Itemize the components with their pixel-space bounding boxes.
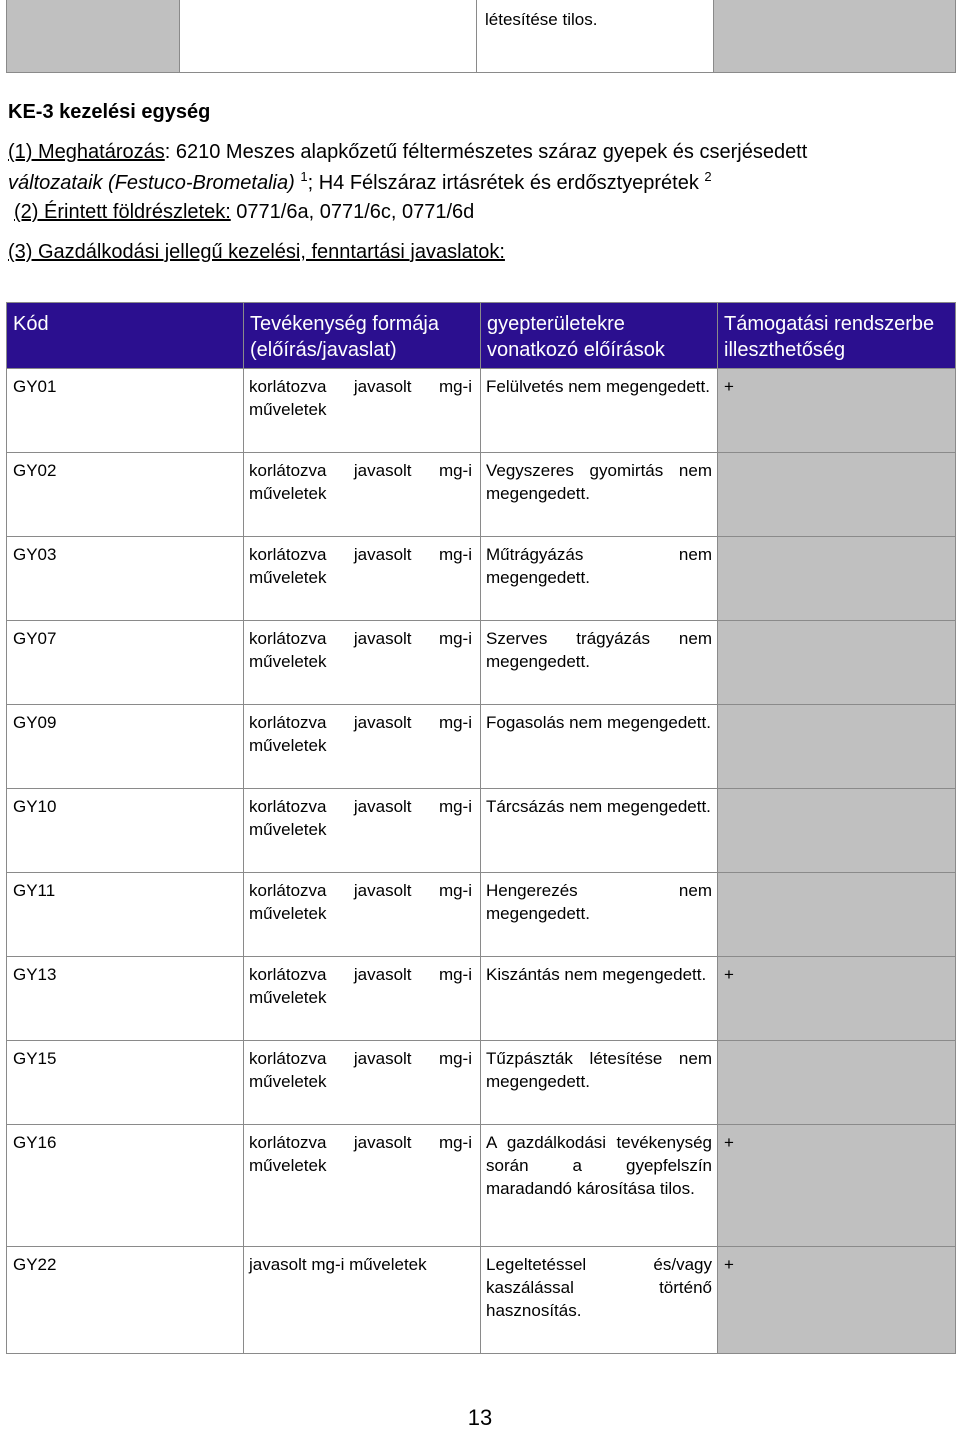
footnote-ref: 1 [300,169,308,184]
row-rule: Tűzpászták létesítése nem megengedett. [481,1041,718,1125]
row-rule: Műtrágyázás nem megengedett. [481,537,718,621]
definition-label: (1) Meghatározás [8,141,165,163]
row-code: GY02 [7,453,244,537]
row-code: GY13 [7,957,244,1041]
parcels-label: (2) Érintett földrészletek: [14,201,231,223]
definition-text: : 6210 Meszes alapkőzetű féltermészetes száraz gyepek és cserjésedett [164,141,808,163]
row-rule: A gazdálkodási tevékenység során a gyepfelszín maradandó károsítása tilos. [481,1125,718,1247]
row-activity: korlátozva javasolt mg-i műveletek [244,621,481,705]
row-support [718,789,956,873]
definition-italic: változataik (Festuco-Brometalia) [8,172,295,194]
row-activity: korlátozva javasolt mg-i műveletek [244,1041,481,1125]
row-support [718,537,956,621]
definition-line-2 [8,169,712,195]
table-row [7,1125,956,1247]
management-table [6,302,956,1354]
row-support [718,621,956,705]
row-activity: korlátozva javasolt mg-i műveletek [244,873,481,957]
row-code: GY07 [7,621,244,705]
row-code: GY11 [7,873,244,957]
row-code: GY22 [7,1247,244,1354]
table-row [7,1247,956,1354]
table-header-row [7,303,956,369]
recommendations-heading: (3) Gazdálkodási jellegű kezelési, fenntartási javaslatok: [8,241,505,263]
row-support [718,873,956,957]
table-cell [7,0,180,73]
row-code: GY09 [7,705,244,789]
row-support [718,705,956,789]
footnote-ref: 2 [704,169,712,184]
table-row [7,1041,956,1125]
table-row [7,453,956,537]
definition-line [8,141,807,164]
table-row [7,537,956,621]
definition-text-2: ; H4 Félszáraz irtásrétek és erdősztyeprétek [307,172,699,194]
row-activity: korlátozva javasolt mg-i műveletek [244,537,481,621]
previous-table-tail [6,0,956,73]
parcels-text: 0771/6a, 0771/6c, 0771/6d [230,201,475,223]
row-code: GY03 [7,537,244,621]
row-rule: Hengerezés nem megengedett. [481,873,718,957]
row-activity: korlátozva javasolt mg-i műveletek [244,957,481,1041]
row-rule: Szerves trágyázás nem megengedett. [481,621,718,705]
table-cell: létesítése tilos. [477,0,714,73]
page-number: 13 [467,1405,493,1430]
row-code: GY15 [7,1041,244,1125]
table-row [7,621,956,705]
row-code: GY01 [7,369,244,453]
row-rule: Felülvetés nem megengedett. [481,369,718,453]
table-cell [714,0,956,73]
table-row [7,873,956,957]
parcels-line [8,201,474,224]
row-activity: korlátozva javasolt mg-i műveletek [244,789,481,873]
header-support: Támogatási rendszerbe illeszthetőség [718,303,956,369]
row-support: + [718,1247,956,1354]
row-rule: Legeltetéssel és/vagy kaszálással történő hasznosítás. [481,1247,718,1354]
table-row [7,957,956,1041]
table-row [7,0,956,73]
row-activity: korlátozva javasolt mg-i műveletek [244,453,481,537]
row-activity: korlátozva javasolt mg-i műveletek [244,705,481,789]
row-activity: javasolt mg-i műveletek [244,1247,481,1354]
row-code: GY16 [7,1125,244,1247]
row-support [718,1041,956,1125]
row-activity: korlátozva javasolt mg-i műveletek [244,369,481,453]
row-rule: Tárcsázás nem megengedett. [481,789,718,873]
row-code: GY10 [7,789,244,873]
row-support: + [718,957,956,1041]
row-support: + [718,369,956,453]
header-rule: gyepterületekre vonatkozó előírások [481,303,718,369]
row-rule: Vegyszeres gyomirtás nem megengedett. [481,453,718,537]
table-row [7,705,956,789]
section-title: KE-3 kezelési egység [8,101,211,123]
table-row [7,369,956,453]
row-support: + [718,1125,956,1247]
row-activity: korlátozva javasolt mg-i műveletek [244,1125,481,1247]
row-rule: Fogasolás nem megengedett. [481,705,718,789]
row-support [718,453,956,537]
header-code: Kód [7,303,244,369]
table-cell [180,0,477,73]
header-activity: Tevékenység formája (előírás/javaslat) [244,303,481,369]
table-row [7,789,956,873]
row-rule: Kiszántás nem megengedett. [481,957,718,1041]
